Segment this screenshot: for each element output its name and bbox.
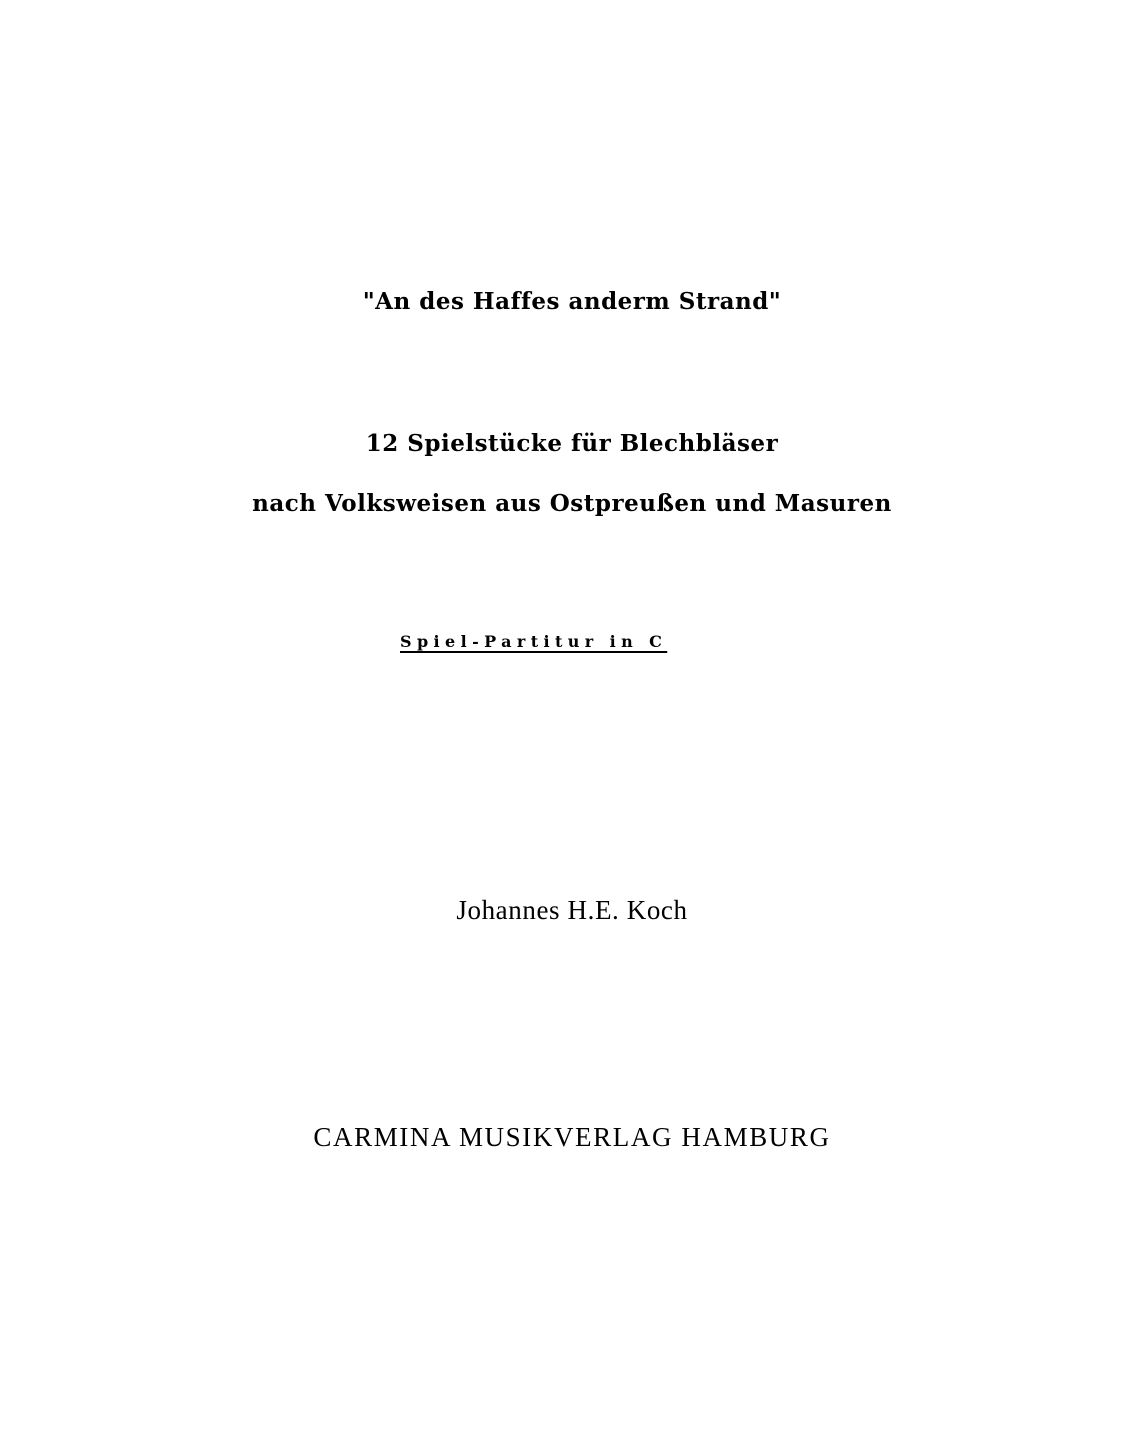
author-name: Johannes H.E. Koch (456, 895, 688, 925)
page-title: "An des Haffes anderm Strand" (362, 288, 782, 315)
score-type-label: Spiel-Partitur in C (400, 632, 668, 651)
publisher-name: CARMINA MUSIKVERLAG HAMBURG (313, 1122, 831, 1152)
subtitle-line-1: 12 Spielstücke für Blechbläser (365, 430, 779, 457)
subtitle-line-2: nach Volksweisen aus Ostpreußen und Masuren (252, 490, 892, 517)
